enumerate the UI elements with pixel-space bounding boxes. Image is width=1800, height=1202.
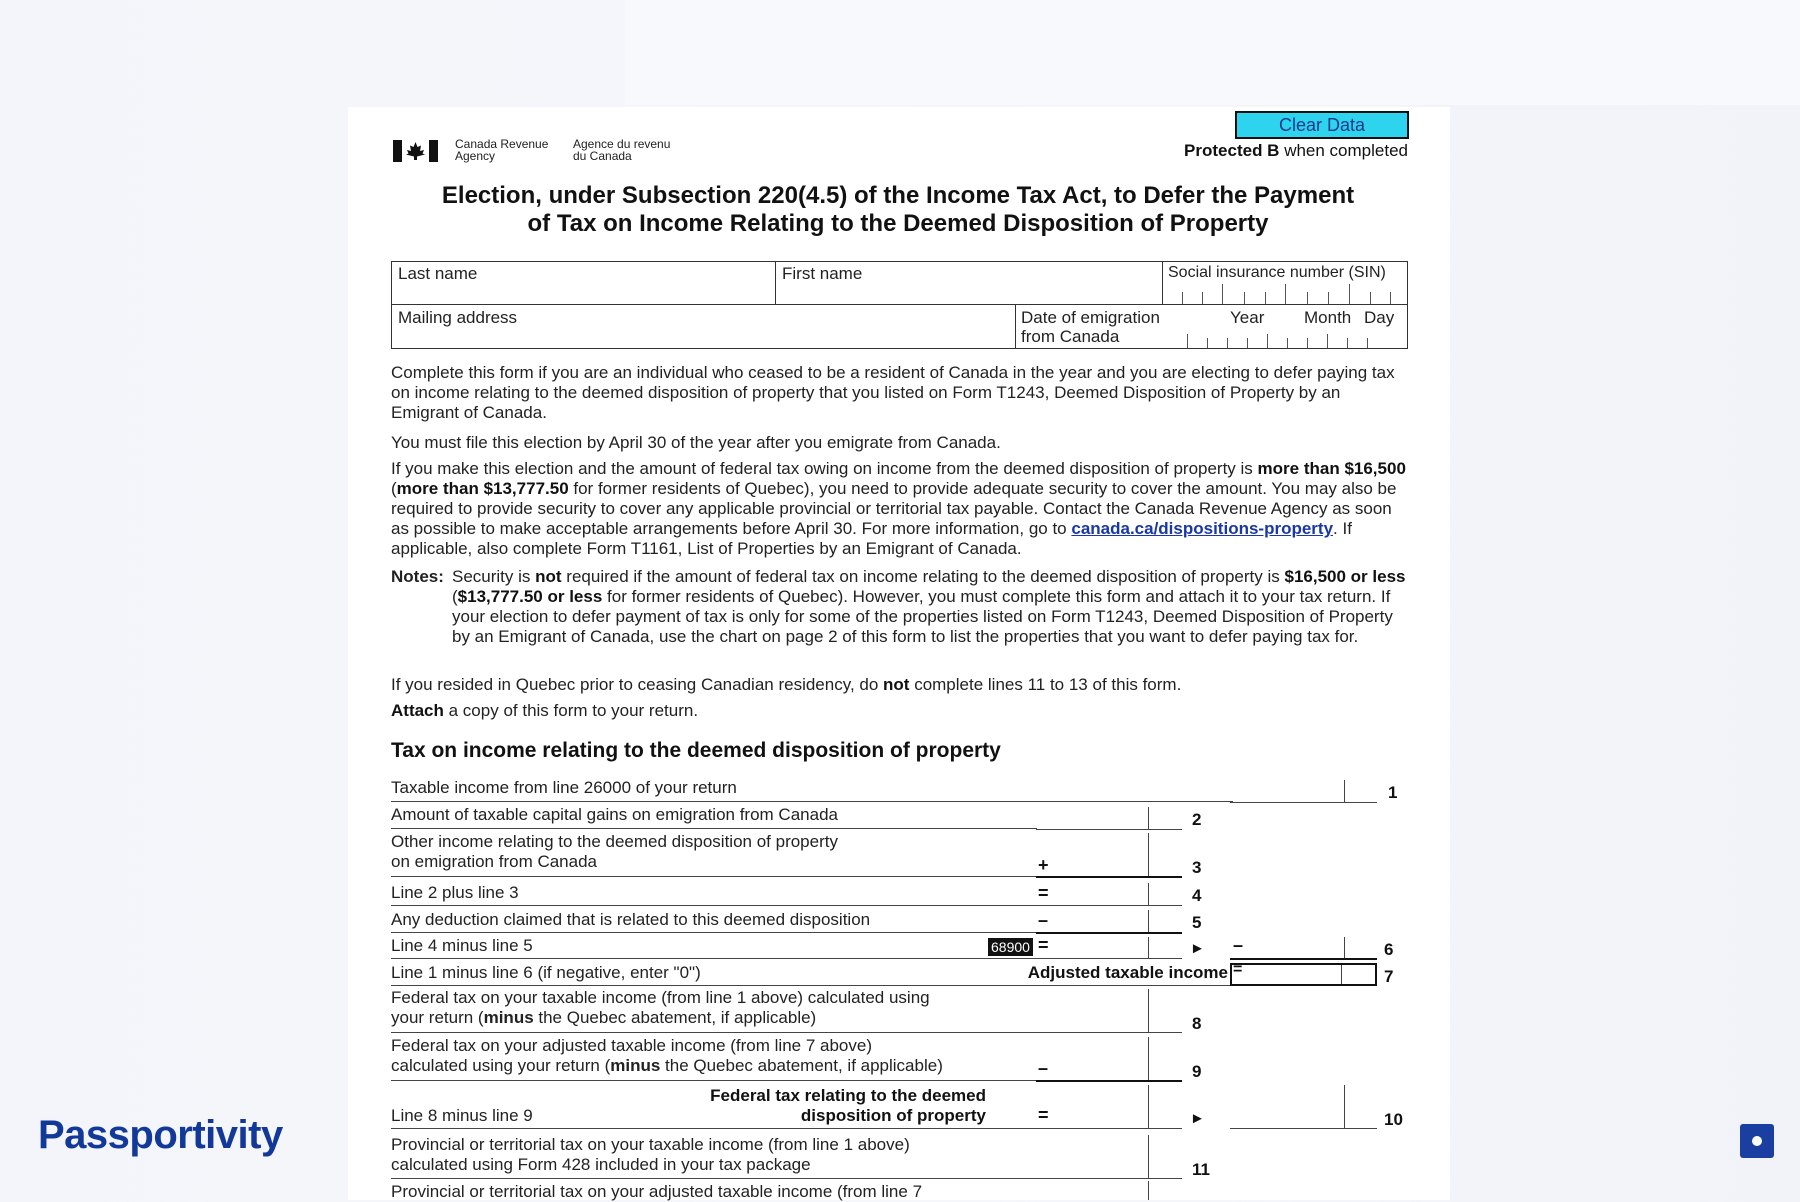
line-10-right-input[interactable] xyxy=(1230,1085,1344,1128)
form-title: Election, under Subsection 220(4.5) of the Income Tax Act, to Defer the Payment of Tax on Income Relating to the Deemed Disposition of Property xyxy=(441,182,1355,237)
line-3-label: Other income relating to the deemed disposition of property on emigration from Canada xyxy=(391,832,838,871)
federal-tax-deemed-label: Federal tax relating to the deemed disposition of property xyxy=(710,1086,986,1125)
intro-paragraph: Complete this form if you are an individual who ceased to be a resident of Canada in the year and you are electing to defer paying tax on income relating to the deemed disposition of property that you listed on Form T1243, Deemed Disposition of Property by an Emigrant of Canada. xyxy=(391,363,1395,422)
adjusted-taxable-income-label: Adjusted taxable income xyxy=(1027,963,1228,982)
agency-name-fr: Agence du revenu du Canada xyxy=(573,137,671,163)
security-paragraph: If you make this election and the amount of federal tax owing on income from the deemed disposition of property is more than $16,500 (more than $13,777.50 for former residents of Quebec), you need to provide adequate security to cover the amount. You may also be required to provide security to cover any applicable provincial or territorial tax payable. Contact the Canada Revenue Agency as soon as possible to make acceptable arrangements before April 30. For more information, go to canada.ca/dispositions-property. If applicable, also complete Form T1161, List of Properties by an Emigrant of Canada. xyxy=(391,459,1406,558)
deadline-paragraph: You must file this election by April 30 of the year after you emigrate from Canada. xyxy=(391,433,1001,452)
month-label: Month xyxy=(1304,308,1352,327)
equals-sign: = xyxy=(1038,883,1049,903)
line-10-label: Line 8 minus line 9 xyxy=(391,1106,533,1125)
line-11-input[interactable] xyxy=(1036,1135,1148,1178)
line-1-input[interactable] xyxy=(1230,779,1344,801)
line-9-label: Federal tax on your adjusted taxable income (from line 7 above) calculated using your return (minus the Quebec abatement, if applicable) xyxy=(391,1036,943,1075)
protected-b-label: Protected B when completed xyxy=(1184,141,1408,160)
dispositions-property-link[interactable]: canada.ca/dispositions-property xyxy=(1071,519,1334,538)
line-11-label: Provincial or territorial tax on your taxable income (from line 1 above) calculated using Form 428 included in your tax package xyxy=(391,1135,910,1174)
line-9-input[interactable] xyxy=(1052,1037,1148,1080)
line-6-right-input[interactable] xyxy=(1248,937,1344,958)
identification-box xyxy=(391,261,1408,349)
line-7-input[interactable] xyxy=(1230,963,1377,986)
line-6-label: Line 4 minus line 5 xyxy=(391,936,533,955)
line-number-5: 5 xyxy=(1192,913,1202,932)
line-number-6: 6 xyxy=(1384,940,1394,959)
agency-name-en: Canada Revenue Agency xyxy=(455,137,549,163)
arrow-right-icon: ► xyxy=(1190,1110,1205,1127)
line-5-label: Any deduction claimed that is related to this deemed disposition xyxy=(391,910,871,929)
section-title: Tax on income relating to the deemed disposition of property xyxy=(391,739,1001,762)
equals-sign: = xyxy=(1038,1105,1049,1125)
line-6-left-input[interactable] xyxy=(1052,937,1148,958)
line-8-input[interactable] xyxy=(1036,989,1148,1032)
quebec-paragraph: If you resided in Quebec prior to ceasing Canadian residency, do not complete lines 11 to 13 of this form. xyxy=(391,675,1182,694)
line-code-badge: 68900 xyxy=(988,938,1033,956)
date-of-emigration-label: Date of emigration from Canada xyxy=(1021,308,1160,346)
corner-action-button[interactable] xyxy=(1740,1124,1774,1158)
minus-sign: – xyxy=(1233,935,1244,955)
line-number-3: 3 xyxy=(1192,858,1202,877)
last-name-field[interactable]: Last name xyxy=(398,264,478,283)
minus-sign: – xyxy=(1038,910,1049,930)
canada-flag-icon xyxy=(393,140,438,162)
line-number-2: 2 xyxy=(1192,810,1202,829)
line-number-4: 4 xyxy=(1192,886,1202,905)
notes-block: Notes: Security is not required if the amount of federal tax on income relating to the deemed disposition of property is $16,500 or less ($13,777.50 or less for former residents of Quebec). However, you must complete this form and attach it to your tax return. If your election to defer payment of tax is only for some of the properties listed on Form T1243, Deemed Disposition of Property by an Emigrant of Canada, use the chart on page 2 of this form to list the properties that you want to defer paying tax for. xyxy=(391,567,1406,646)
line-number-7: 7 xyxy=(1384,967,1394,986)
clear-data-button[interactable]: Clear Data xyxy=(1235,111,1409,139)
attach-paragraph: Attach a copy of this form to your return. xyxy=(391,701,699,720)
plus-sign: + xyxy=(1038,855,1049,875)
line-7-label: Line 1 minus line 6 (if negative, enter "0") xyxy=(391,963,701,982)
notes-label: Notes: xyxy=(391,567,444,586)
line-12-label: Provincial or territorial tax on your adjusted taxable income (from line 7 xyxy=(391,1182,923,1201)
line-8-label: Federal tax on your taxable income (from line 1 above) calculated using your return (minus the Quebec abatement, if applicable) xyxy=(391,988,930,1027)
minus-sign: – xyxy=(1038,1058,1049,1078)
line-2-input[interactable] xyxy=(1036,807,1148,829)
arrow-right-icon: ► xyxy=(1190,940,1205,957)
mailing-address-field[interactable]: Mailing address xyxy=(398,308,518,327)
line-number-10: 10 xyxy=(1384,1110,1403,1129)
line-number-8: 8 xyxy=(1192,1014,1202,1033)
year-label: Year xyxy=(1230,308,1265,327)
line-1-label: Taxable income from line 26000 of your return xyxy=(391,778,737,797)
background-shape xyxy=(625,0,1800,105)
passportivity-logo: Passportivity xyxy=(38,1113,283,1157)
first-name-field[interactable]: First name xyxy=(782,264,863,283)
equals-sign: = xyxy=(1233,961,1243,978)
form-page xyxy=(348,107,1450,1200)
line-4-label: Line 2 plus line 3 xyxy=(391,883,519,902)
line-5-input[interactable] xyxy=(1052,910,1148,932)
line-4-input[interactable] xyxy=(1052,883,1148,905)
day-label: Day xyxy=(1364,308,1395,327)
line-number-9: 9 xyxy=(1192,1062,1202,1081)
line-3-input[interactable] xyxy=(1052,853,1148,875)
sin-field[interactable]: Social insurance number (SIN) xyxy=(1168,264,1386,281)
line-10-left-input[interactable] xyxy=(1052,1085,1148,1128)
line-number-1: 1 xyxy=(1388,783,1398,802)
line-2-label: Amount of taxable capital gains on emigration from Canada xyxy=(391,805,838,824)
line-number-11: 11 xyxy=(1192,1160,1210,1179)
equals-sign: = xyxy=(1038,935,1049,955)
